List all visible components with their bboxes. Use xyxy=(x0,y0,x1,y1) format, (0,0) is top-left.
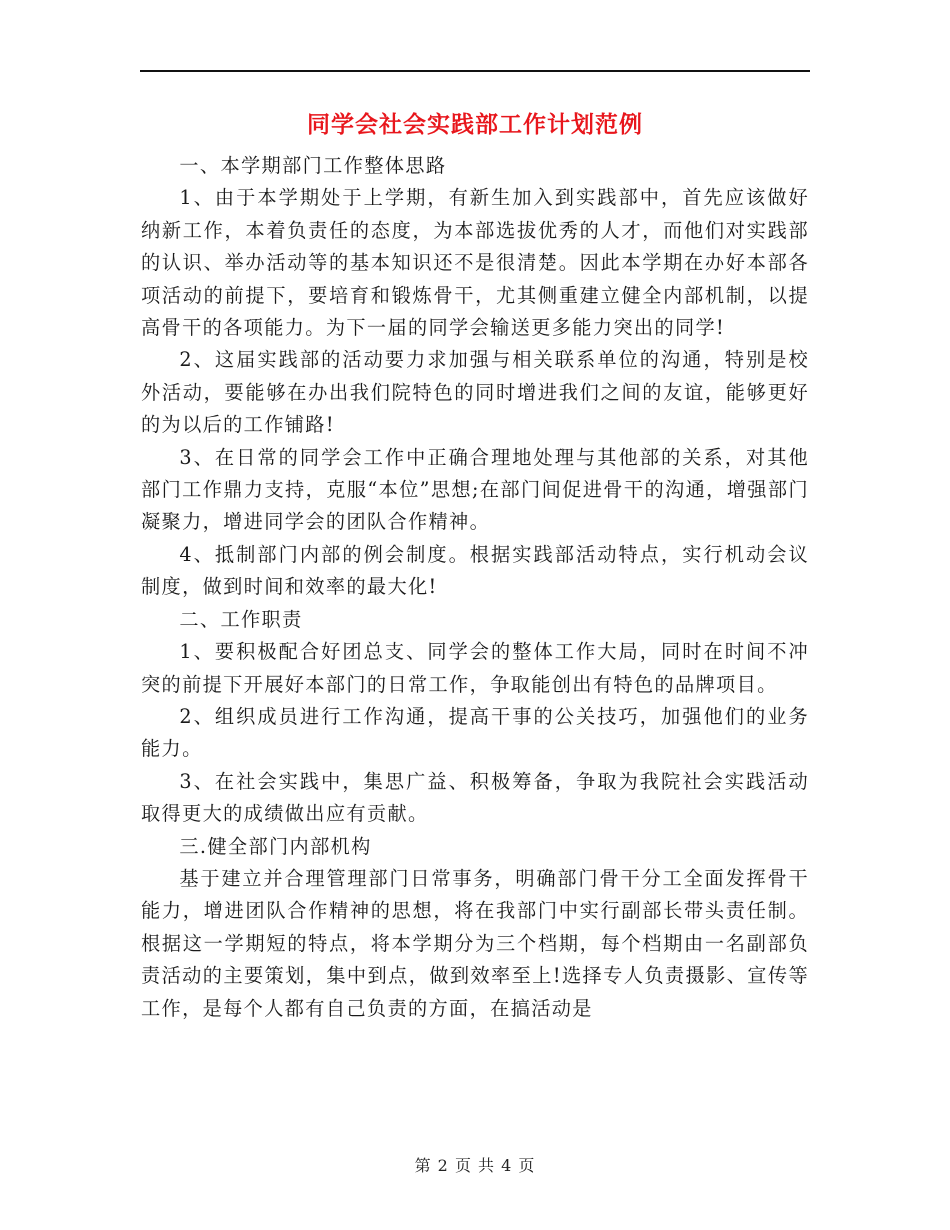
document-title: 同学会社会实践部工作计划范例 xyxy=(307,111,643,138)
paragraph: 1、由于本学期处于上学期，有新生加入到实践部中，首先应该做好纳新工作，本着负责任的态度，为本部选拔优秀的人才，而他们对实践部的认识、举办活动等的基本知识还不是很清楚。因此本学期在办好本部各项活动的前提下，要培育和锻炼骨干，尤其侧重建立健全内部机制，以提高骨干的各项能力。为下一届的同学会输送更多能力突出的同学! xyxy=(141,186,809,340)
paragraph: 2、这届实践部的活动要力求加强与相关联系单位的沟通，特别是校外活动，要能够在办出我们院特色的同时增进我们之间的友谊，能够更好的为以后的工作铺路! xyxy=(141,348,809,437)
paragraph: 3、在社会实践中，集思广益、积极筹备，争取为我院社会实践活动取得更大的成绩做出应有贡献。 xyxy=(141,769,809,826)
section-heading-2: 二、工作职责 xyxy=(179,607,303,631)
paragraph: 2、组织成员进行工作沟通，提高干事的公关技巧，加强他们的业务能力。 xyxy=(141,704,809,761)
paragraph: 3、在日常的同学会工作中正确合理地处理与其他部的关系，对其他部门工作鼎力支持，克服“本位”思想;在部门间促进骨干的沟通，增强部门凝聚力，增进同学会的团队合作精神。 xyxy=(141,445,809,534)
section-heading-1: 一、本学期部门工作整体思路 xyxy=(179,154,447,177)
document-body xyxy=(141,150,809,1025)
header-rule xyxy=(140,70,810,72)
section-heading-3: 三.健全部门内部机构 xyxy=(179,834,372,858)
paragraph: 4、抵制部门内部的例会制度。根据实践部活动特点，实行机动会议制度，做到时间和效率的最大化! xyxy=(141,542,809,599)
paragraph: 1、要积极配合好团总支、同学会的整体工作大局，同时在时间不冲突的前提下开展好本部门的日常工作，争取能创出有特色的品牌项目。 xyxy=(141,640,809,696)
paragraph: 基于建立并合理管理部门日常事务，明确部门骨干分工全面发挥骨干能力，增进团队合作精神的思想，将在我部门中实行副部长带头责任制。根据这一学期短的特点，将本学期分为三个档期，每个档期由一名副部负责活动的主要策划，集中到点，做到效率至上!选择专人负责摄影、宣传等工作，是每个人都有自己负责的方面，在搞活动是 xyxy=(141,866,809,1020)
page-number-footer: 第 2 页 共 4 页 xyxy=(414,1156,536,1175)
